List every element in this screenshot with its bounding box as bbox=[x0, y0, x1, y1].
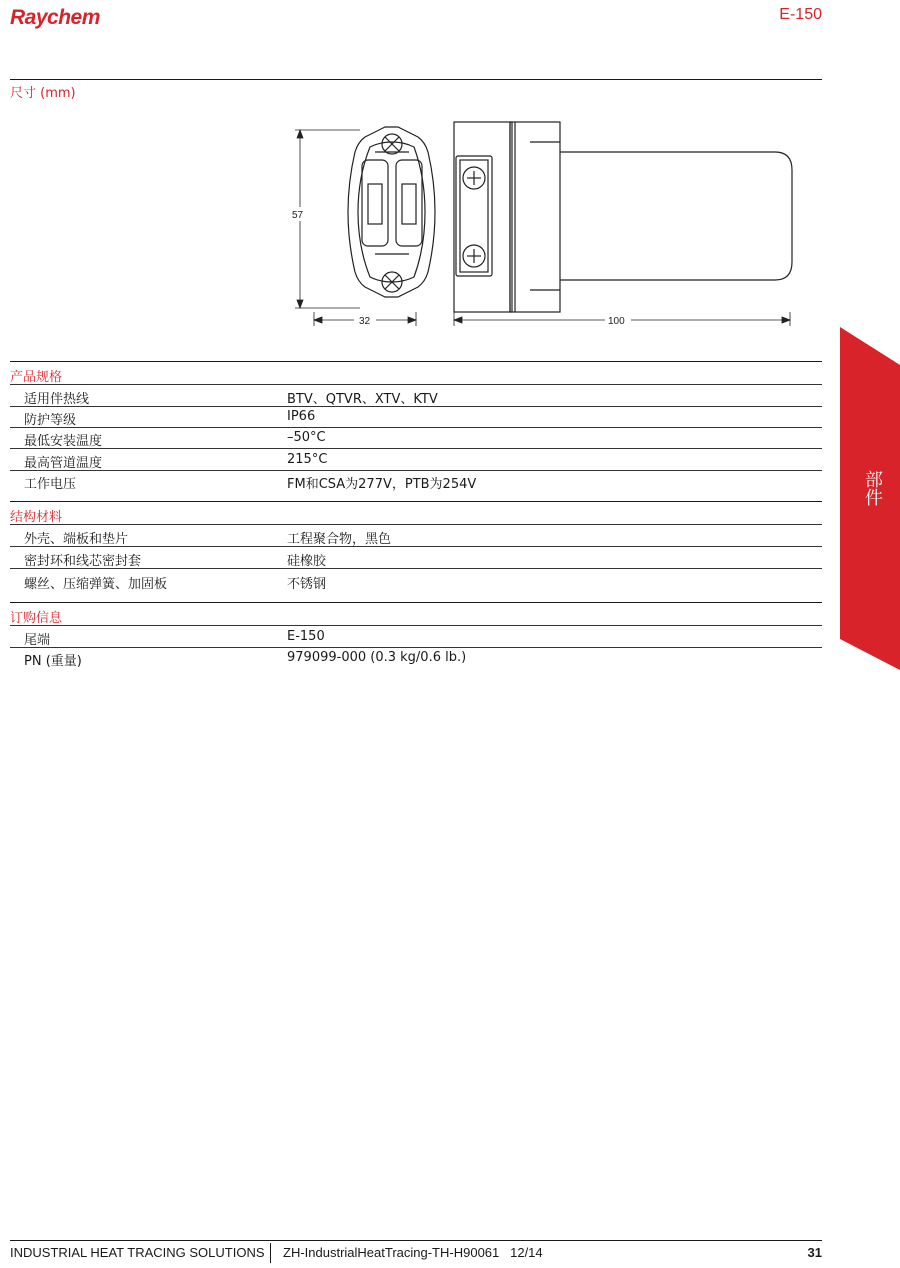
spec-row-value: 215°C bbox=[287, 452, 328, 467]
side-view-body bbox=[560, 152, 792, 280]
material-row-label: 螺丝、压缩弹簧、加固板 bbox=[24, 577, 168, 592]
specs-title: 产品规格 bbox=[10, 370, 63, 385]
footer-doc-id bbox=[283, 1245, 543, 1260]
dimensions-title: 尺寸 (mm) bbox=[10, 86, 76, 101]
divider bbox=[10, 524, 822, 525]
dimension-height-label: 57 bbox=[292, 210, 304, 221]
product-code: E-150 bbox=[779, 6, 822, 23]
material-row-value: 工程聚合物，黑色 bbox=[287, 532, 392, 547]
side-tab-label: 部件 bbox=[862, 470, 883, 506]
divider bbox=[10, 427, 822, 428]
divider bbox=[10, 647, 822, 648]
divider bbox=[10, 406, 822, 407]
spec-row-value: –50°C bbox=[287, 430, 326, 445]
spec-row-value: BTV、QTVR、XTV、KTV bbox=[287, 392, 438, 407]
divider bbox=[10, 568, 822, 569]
dimension-width-label: 32 bbox=[359, 316, 371, 327]
page-number: 31 bbox=[807, 1245, 822, 1260]
materials-rule bbox=[10, 501, 822, 502]
material-row-value: 硅橡胶 bbox=[287, 554, 327, 569]
header-rule bbox=[10, 79, 822, 80]
brand-logo: Raychem bbox=[10, 6, 100, 29]
technical-drawing bbox=[280, 112, 805, 332]
specs-rule bbox=[10, 361, 822, 362]
dimension-length-label: 100 bbox=[608, 316, 625, 327]
material-row-label: 密封环和线芯密封套 bbox=[24, 554, 142, 569]
order-row-label: PN (重量) bbox=[24, 654, 82, 669]
footer-separator bbox=[270, 1243, 271, 1263]
order-row-value: E-150 bbox=[287, 629, 325, 644]
divider bbox=[10, 448, 822, 449]
divider bbox=[10, 625, 822, 626]
divider bbox=[10, 384, 822, 385]
spec-row-value: FM和CSA为277V，PTB为254V bbox=[287, 477, 477, 492]
side-view-housing bbox=[454, 122, 512, 312]
order-row-value: 979099-000 (0.3 kg/0.6 lb.) bbox=[287, 650, 467, 665]
spec-row-label: 最高管道温度 bbox=[24, 456, 103, 471]
ordering-title: 订购信息 bbox=[10, 611, 63, 626]
ordering-rule bbox=[10, 602, 822, 603]
divider bbox=[10, 470, 822, 471]
footer-date: 12/14 bbox=[510, 1245, 543, 1260]
material-row-label: 外壳、端板和垫片 bbox=[24, 532, 129, 547]
spec-row-label: 适用伴热线 bbox=[24, 392, 90, 407]
divider bbox=[10, 546, 822, 547]
spec-row-label: 最低安装温度 bbox=[24, 434, 103, 449]
order-row-label: 尾端 bbox=[24, 633, 51, 648]
material-row-value: 不锈钢 bbox=[287, 577, 327, 592]
footer-rule bbox=[10, 1240, 822, 1241]
footer-title: INDUSTRIAL HEAT TRACING SOLUTIONS bbox=[10, 1245, 265, 1260]
spec-row-value: IP66 bbox=[287, 409, 316, 424]
spec-row-label: 工作电压 bbox=[24, 477, 77, 492]
materials-title: 结构材料 bbox=[10, 510, 63, 525]
spec-row-label: 防护等级 bbox=[24, 413, 77, 428]
footer-doc-code: ZH-IndustrialHeatTracing-TH-H90061 bbox=[283, 1245, 500, 1260]
